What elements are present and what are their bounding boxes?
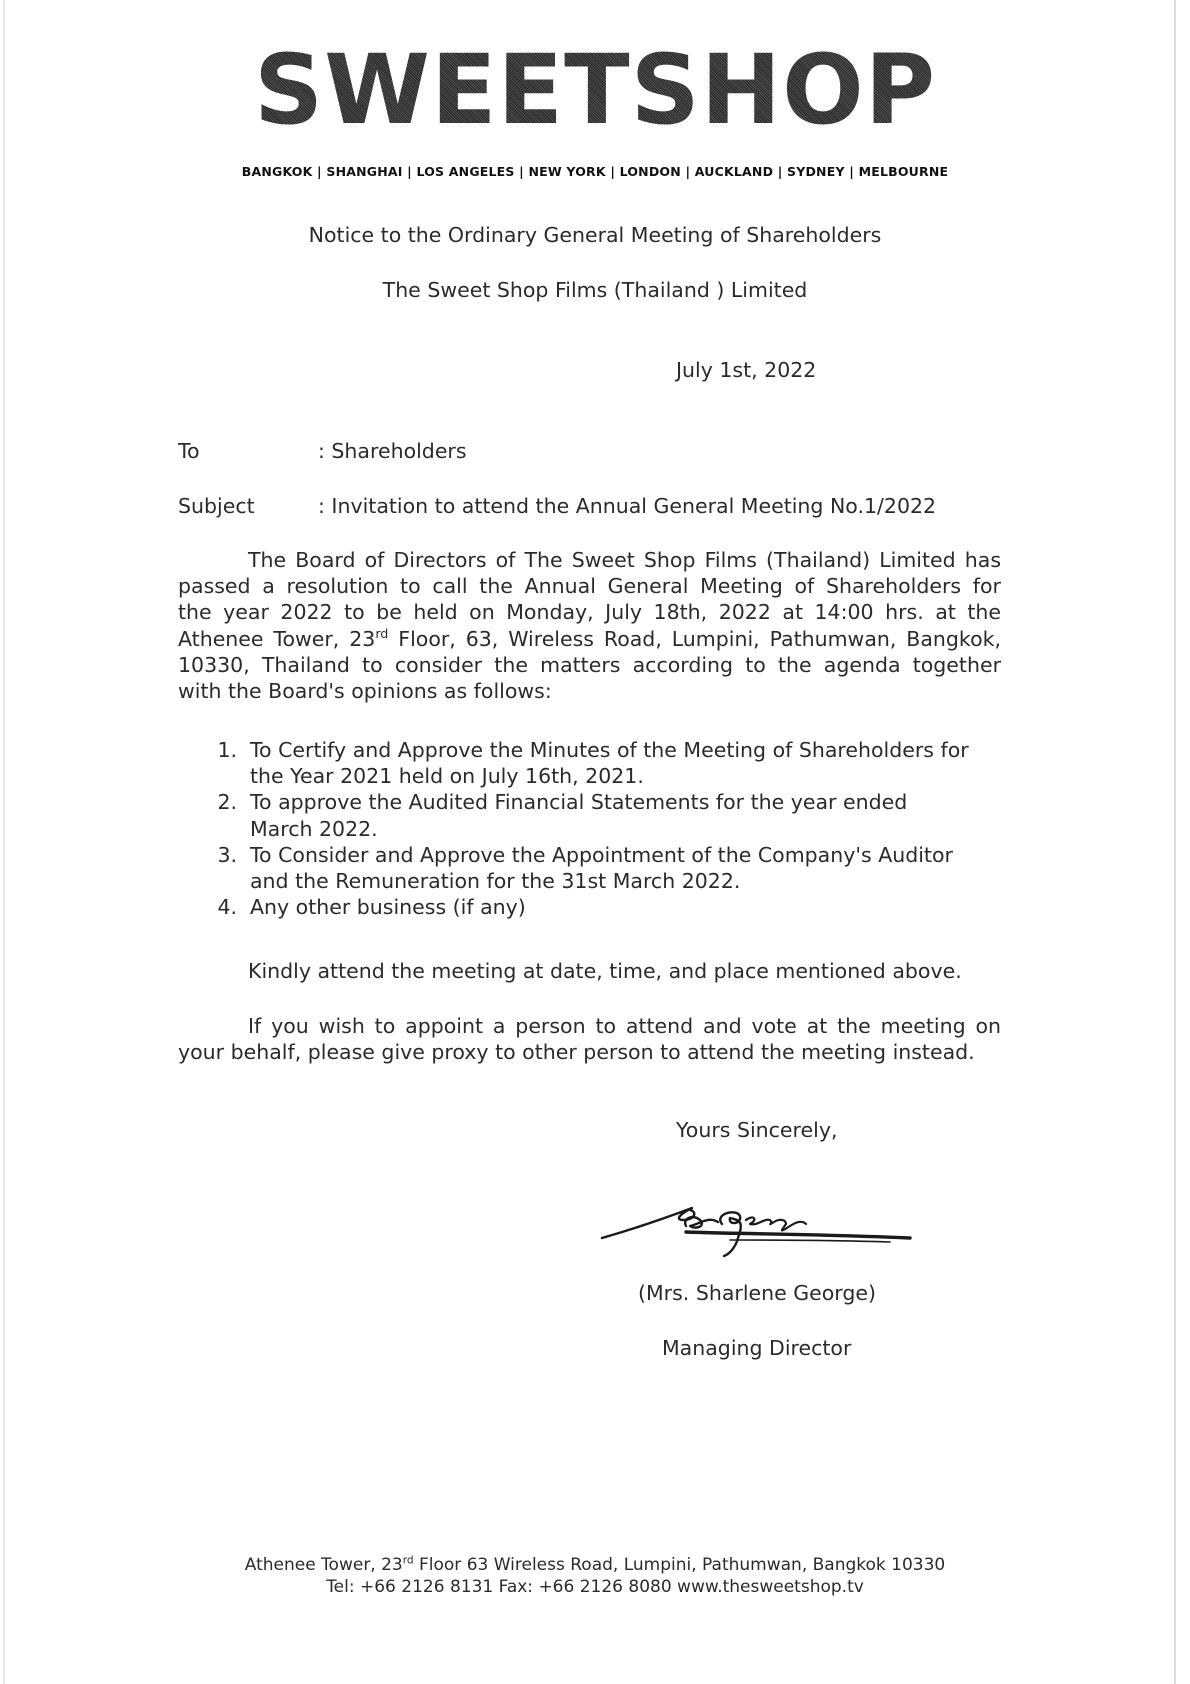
agenda-text: To Consider and Approve the Appointment of the Company's Auditor: [250, 842, 953, 867]
agenda-number: 3.: [217, 842, 237, 867]
closing-salutation: Yours Sincerely,: [676, 1118, 838, 1142]
subject-value: : Invitation to attend the Annual General Meeting No.1/2022: [318, 494, 937, 518]
agenda-number: 1.: [217, 738, 237, 762]
scan-edge-left: [3, 0, 5, 1684]
footer-address: Athenee Tower, 23rd Floor 63 Wireless Road, Lumpini, Pathumwan, Bangkok 10330: [244, 1554, 946, 1575]
intro-line: the year 2022 to be held on Monday, July 18th, 2022 at 14:00 hrs. at the: [178, 600, 1001, 625]
intro-line: 10330, Thailand to consider the matters according to the agenda together: [178, 652, 1001, 677]
intro-line: with the Board's opinions as follows:: [178, 679, 552, 704]
agenda-text: To Certify and Approve the Minutes of the Meeting of Shareholders for: [250, 738, 969, 762]
agenda-text: and the Remuneration for the 31st March 2022.: [250, 869, 741, 894]
intro-line: The Board of Directors of The Sweet Shop Films (Thailand) Limited has: [248, 548, 1001, 572]
agenda-text: To approve the Audited Financial Statements for the year ended: [250, 790, 908, 815]
scan-edge-right: [1174, 0, 1176, 1684]
agenda-number: 2.: [217, 790, 237, 815]
office-cities: BANGKOK | SHANGHAI | LOS ANGELES | NEW YORK | LONDON | AUCKLAND | SYDNEY | MELBOURNE: [241, 164, 949, 179]
signatory-name: (Mrs. Sharlene George): [638, 1281, 876, 1305]
to-label: To: [178, 439, 200, 463]
agenda-item: [205, 842, 1005, 894]
proxy-line: If you wish to appoint a person to attend and vote at the meeting on: [248, 1014, 1001, 1038]
signature-image: [590, 1180, 920, 1260]
intro-paragraph: [178, 547, 1001, 704]
company-logo: SWEETSHOP: [253, 34, 937, 146]
proxy-paragraph: [178, 1013, 1001, 1065]
attendance-request: Kindly attend the meeting at date, time, and place mentioned above.: [248, 959, 962, 983]
footer-contact: Tel: +66 2126 8131 Fax: +66 2126 8080 www.thesweetshop.tv: [326, 1577, 864, 1597]
letter-date: July 1st, 2022: [676, 358, 817, 382]
agenda-list: [205, 737, 1005, 920]
notice-title: Notice to the Ordinary General Meeting of Shareholders: [308, 223, 882, 247]
agenda-item: [205, 789, 1005, 841]
company-name: The Sweet Shop Films (Thailand ) Limited: [382, 278, 808, 302]
agenda-item: [205, 894, 1005, 920]
subject-label: Subject: [178, 494, 255, 518]
agenda-item: [205, 737, 1005, 789]
agenda-text: March 2022.: [250, 816, 378, 841]
proxy-line: your behalf, please give proxy to other person to attend the meeting instead.: [178, 1040, 975, 1065]
to-value: : Shareholders: [318, 439, 467, 463]
intro-line: passed a resolution to call the Annual General Meeting of Shareholders for: [178, 574, 1001, 599]
intro-line: Athenee Tower, 23rd Floor, 63, Wireless Road, Lumpini, Pathumwan, Bangkok,: [178, 625, 1001, 651]
agenda-text: the Year 2021 held on July 16th, 2021.: [250, 764, 644, 789]
agenda-number: 4.: [217, 895, 237, 920]
signatory-title: Managing Director: [662, 1336, 852, 1360]
agenda-text: Any other business (if any): [250, 895, 526, 920]
